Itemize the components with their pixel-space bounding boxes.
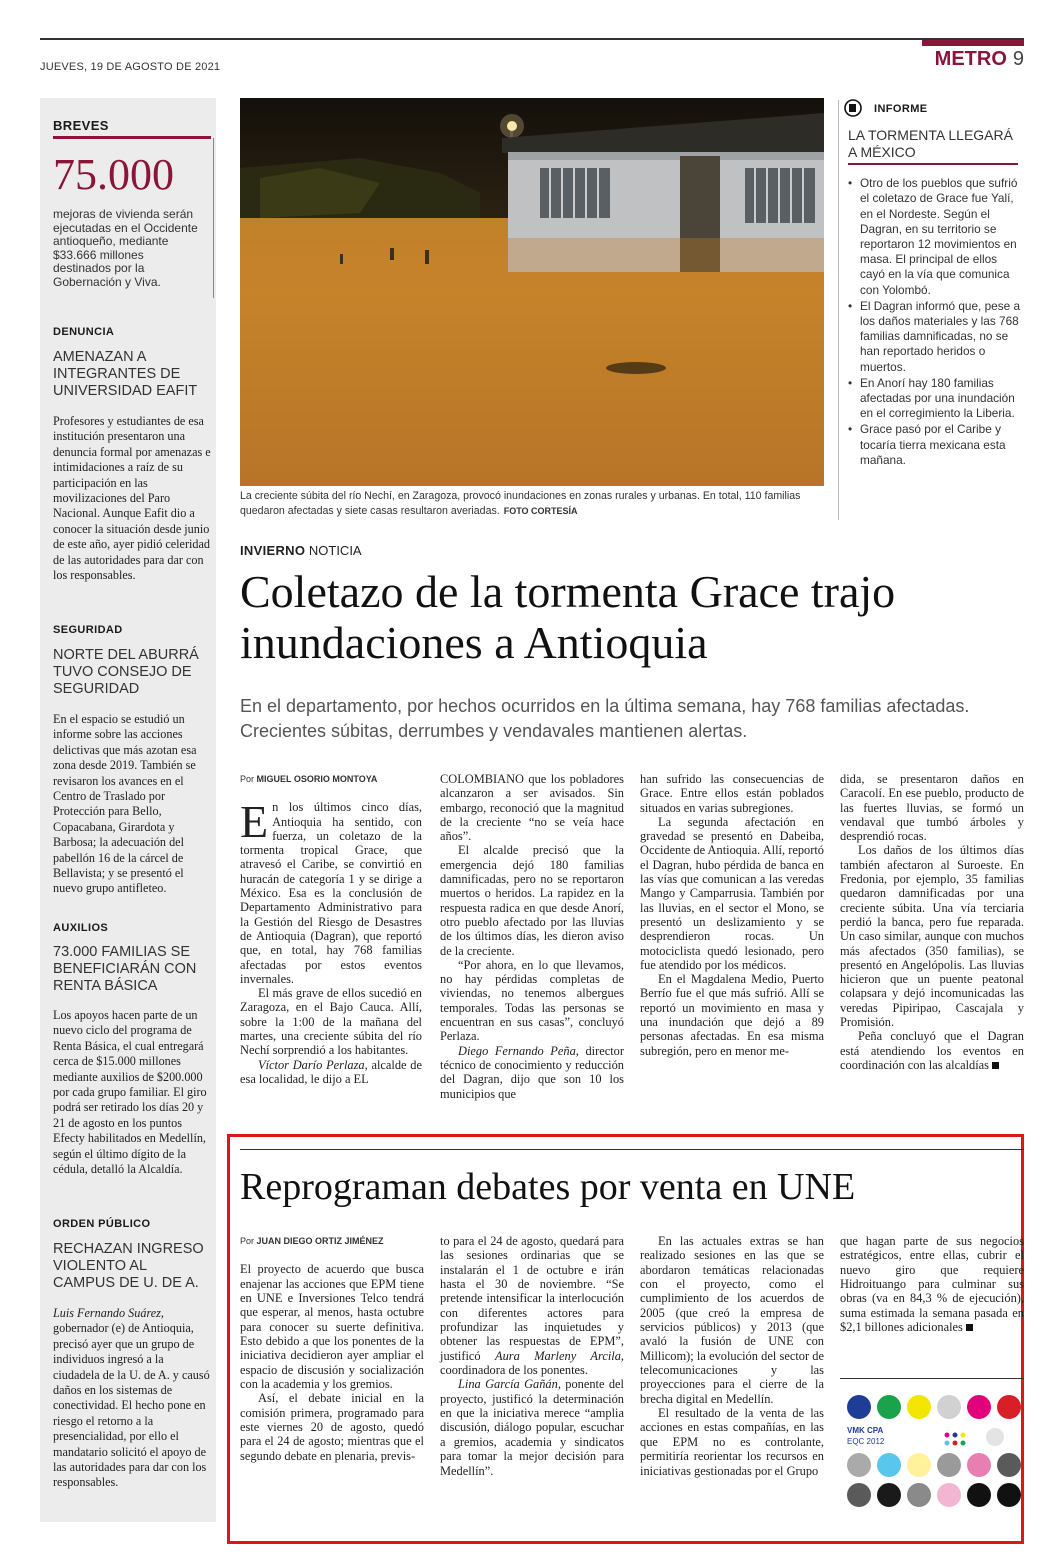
byline-author: JUAN DIEGO ORTIZ JIMÉNEZ [256, 1236, 384, 1246]
article-column-4 [840, 772, 1024, 1072]
end-mark-icon [992, 1062, 999, 1069]
article-kicker [240, 543, 362, 558]
article-column-1 [240, 772, 422, 1086]
article-paragraph: COLOMBIANO que los pobladores alcanzaron a ser avisados. Sin embargo, reconoció que la magnitud de la creciente “no se veía hace años”. [440, 772, 624, 844]
denuncia-text: Profesores y estudiantes de esa institución presentaron una denuncia formal por amenazas e intimidaciones a raíz de su participación en las movilizaciones del Paro Nacional. Aunque Eafit dio a conocer la situación desde junio de este año, ayer pidió celeridad de las autoridades para dar con los responsables. [53, 414, 211, 583]
section-label: METRO [934, 48, 1007, 70]
article2-headline: Reprograman debates por venta en UNE [240, 1166, 856, 1208]
section-bar [922, 40, 1024, 46]
article-column-3 [640, 772, 824, 1058]
byline-prefix: Por [240, 774, 255, 784]
informe-rule [838, 100, 839, 520]
article-column-2 [440, 772, 624, 1101]
paragraph-text: ponente del proyecto, justificó la determinación en que la iniciativa merece “amplia discusión, diálogo popular, escuchar a gremios, academia y sindicatos para tomar la mejor decisión para Medellín”. [440, 1377, 625, 1478]
kicker-type: NOTICIA [308, 543, 362, 558]
seguridad-category: SEGURIDAD [53, 624, 123, 636]
photo-caption [240, 489, 825, 518]
drop-cap: E [240, 796, 269, 848]
article2-column-2 [440, 1234, 624, 1478]
informe-bullet: • Grace pasó por el Caribe y tocaría tierra mexicana esta mañana. [848, 422, 1024, 468]
color-calibration-bar [845, 1395, 1023, 1521]
person-name: Diego Fernando Peña [458, 1043, 576, 1058]
article-paragraph [240, 1058, 422, 1087]
breves-sidebar [40, 98, 216, 1522]
article-paragraph [440, 1377, 624, 1477]
article-paragraph: han sufrido las consecuencias de Grace. Entre ellos están poblados situados en varias subregiones. [640, 772, 824, 815]
informe-bullet: • El Dagran informó que, pese a los daños materiales y las 768 familias damnificadas, no se han reportado heridos o muertos. [848, 299, 1024, 375]
article-paragraph: El más grave de ellos sucedió en Zaragoza, en el Bajo Cauca. Allí, sobre la 1:00 de la mañana del martes, una creciente súbita del río Nechí sorprendió a los habitantes. [240, 986, 422, 1058]
paragraph-text: to para el 24 de agosto, quedará para las sesiones ordinarias que se instalarán el 1 de octubre e irán hasta el 30 de noviembre. “Se pretende intensificar la interlocución con diferentes actores para profundizar las inquietudes y obtener las respuestas de EPM”, justificó [440, 1234, 624, 1363]
paragraph-text: n los últimos cinco días, Antioquia ha sentido, con fuerza, un coletazo de la tormenta tropical Grace, que atravesó el Caribe, se convirtió en huracán de categoría 1 y se dirige a México. Esa es la conclusión de Departamento Administrativo para la Gestión del Riesgo de Desastres de Antioquia (Dagran), que reportó que, en total, hay 768 familias afectadas por estos eventos invernales. [240, 800, 422, 986]
article2-column-3 [640, 1234, 824, 1478]
byline-author: MIGUEL OSORIO MONTOYA [256, 774, 378, 784]
article-separator [240, 1149, 1024, 1150]
issue-date: JUEVES, 19 DE AGOSTO DE 2021 [40, 61, 221, 73]
photo-credit: FOTO CORTESÍA [503, 505, 578, 516]
article-byline [240, 772, 422, 786]
informe-list [848, 176, 1024, 468]
article-paragraph: En el Magdalena Medio, Puerto Berrío fue el que más sufrió. Allí se reportó un movimiento en masa y una inundación que dejó a 89 personas afectadas. En esa misma subregión, pero en menor me- [640, 972, 824, 1058]
byline-prefix: Por [240, 1236, 255, 1246]
article2-column-1 [240, 1234, 424, 1463]
article-paragraph [840, 1234, 1024, 1334]
informe-label: INFORME [874, 103, 928, 115]
informe-bullet: • Otro de los pueblos que sufrió el coletazo de Grace fue Yalí, en el Nordeste. Según el Dagran, en su territorio se reportaron 12 movimientos en masa. El principal de ellos cayó en la vía que comunica con Yolombó. [848, 176, 1024, 298]
informe-box [848, 100, 1024, 469]
denuncia-category: DENUNCIA [53, 326, 115, 338]
top-rule [40, 38, 1024, 40]
article-paragraph [440, 1044, 624, 1101]
orden-publico-category: ORDEN PÚBLICO [53, 1218, 151, 1230]
seguridad-title: NORTE DEL ABURRÁ TUVO CONSEJO DE SEGURIDAD [53, 647, 199, 697]
paragraph-text: , director técnico de conocimiento y reducción del Dagran, dijo que son 10 los municipios que [440, 1043, 624, 1101]
auxilios-text: Los apoyos hacen parte de un nuevo ciclo del programa de Renta Básica, el cual entregará cerca de $15.000 millones mediante auxilios de $200.000 por cada grupo familiar. El giro podrá ser retirado los días 20 y 21 de agosto en los puntos Efecty habilitados en Medellín, según el último dígito de la cédula, detalló la Alcaldía. [53, 1008, 207, 1177]
orden-publico-title: RECHAZAN INGRESO VIOLENTO AL CAMPUS DE U. DE A. [53, 1241, 204, 1291]
kicker-section: INVIERNO [240, 543, 306, 558]
article-paragraph [440, 1234, 624, 1377]
paragraph-text: , alcalde de esa localidad, le dijo a EL [240, 1057, 422, 1086]
paragraph-text: que hagan parte de sus negocios estratégicos, entre ellas, cubrir el nuevo giro que requiere Hidroituango para culminar sus obras (va en 84,3 % de ejecución), suma estimada la semana pasada en $2,1 billones adicionales [840, 1234, 1024, 1335]
article-paragraph: El resultado de la venta de las acciones en estas compañías, en las que EPM no es controlante, permitiría reorientar los recursos en iniciativas gestionadas por el Grupo [640, 1406, 824, 1478]
article-paragraph: Así, el debate inicial en la comisión primera, programado para este viernes 20 de agosto, quedó para el 24 de agosto; mientras que el segundo debate en plenaria, previs- [240, 1391, 424, 1463]
big-number-text: mejoras de vivienda serán ejecutadas en el Occidente antioqueño, mediante $33.666 millones destinados por la Gobernación y Viva. [53, 207, 198, 289]
paragraph-text: Peña concluyó que el Dagran está atendiendo los eventos en coordinación con las alcaldías [840, 1029, 1024, 1072]
article-paragraph: El alcalde precisó que la emergencia dejó 180 familias damnificadas, pero no se reportaron muertos o heridos. La rapidez en la respuesta radica en que desde Anorí, otro pueblo afectado por las lluvias de los últimos días, les dieron aviso de la creciente. [440, 843, 624, 958]
person-name: Aura Marleny Arcila, [495, 1348, 624, 1363]
denuncia-title: AMENAZAN A INTEGRANTES DE UNIVERSIDAD EAFIT [53, 349, 198, 399]
seguridad-text: En el espacio se estudió un informe sobre las acciones delictivas que más azotan esa zona desde 2019. También se revisaron los avances en el Centro de Traslado por Protección para Bello, Copacabana, Girardota y Barbosa; la adecuación del pabellón 16 de la cárcel de Bellavista; y se presentó el nuevo grupo antifleteo. [53, 712, 197, 896]
article2-byline [240, 1234, 424, 1248]
orden-publico-text [53, 1306, 211, 1491]
auxilios-title: 73.000 FAMILIAS SE BENEFICIARÁN CON RENTA BÁSICA [53, 944, 197, 994]
page-number: 9 [1012, 48, 1024, 70]
article-paragraph: Los daños de los últimos días también afectaron al Suroeste. En Fredonia, por ejemplo, 35 familias quedaron damnificadas por una creciente súbita. Una vía terciaria perdió la banca, pero fue reparada. Un caso similar, aunque con muchos más afectados (350 familias), se presentó en Angelópolis. Las lluvias hicieron que un puente peatonal colapsara y dejó incomunicadas las veredas Pipiripao, Cascajala y Promisión. [840, 843, 1024, 1030]
article-lead: En el departamento, por hechos ocurridos en la última semana, hay 768 familias afectadas. Crecientes súbitas, derrumbes y vendavales mantienen alertas. [240, 696, 970, 741]
paragraph-text: coordinadora de los ponentes. [440, 1363, 588, 1378]
article-paragraph: El proyecto de acuerdo que busca enajenar las acciones que EPM tiene en UNE e Inversiones Telco tendrá que esperar, al menos, hasta octubre para conocer su suerte definitiva. Esto debido a que los ponentes de la iniciativa decidieron ayer ampliar el espacio de discusión y socialización con la academia y los gremios. [240, 1262, 424, 1392]
governor-name: Luis Fernando Suárez, [53, 1306, 164, 1320]
informe-icon [844, 99, 862, 117]
informe-title: LA TORMENTA LLEGARÁ A MÉXICO [848, 127, 1018, 165]
informe-header [848, 100, 1024, 120]
flood-photo [240, 98, 824, 486]
article-paragraph [240, 796, 422, 986]
caption-text: La creciente súbita del río Nechí, en Zaragoza, provocó inundaciones en zonas rurales y urbanas. En total, 110 familias quedaron afectadas y siete casas resultaron averiadas. [240, 490, 801, 517]
article-paragraph: La segunda afectación en gravedad se presentó en Dabeiba, Occidente de Antioquia. Allí, reportó el Dagran, hubo pérdida de banca en las vías que comunican a las veredas Mango y Camparrusia. También por las lluvias, en el sector el Mono, se presentó un deslizamiento y se desprendieron rocas. Un motociclista quedó lesionado, pero fue atendido por los médicos. [640, 814, 824, 972]
breves-heading: BREVES [53, 118, 211, 139]
article-paragraph: dida, se presentaron daños en Caracolí. En ese pueblo, producto de las fuertes lluvias, se formó un vendaval que tumbó árboles y desprendió rocas. [840, 772, 1024, 844]
sidebar-rule [213, 138, 214, 298]
colorbar-label-2: EQC 2012 [847, 1437, 885, 1446]
person-name: Lina García Gañán, [458, 1377, 561, 1392]
article-headline: Coletazo de la tormenta Grace trajo inundaciones a Antioquia [240, 566, 896, 668]
article-paragraph: “Por ahora, en lo que llevamos, no hay pérdidas completas de viviendas, no tenemos albergues temporales. Todas las personas se encuentran en sus casas”, concluyó Perlaza. [440, 957, 624, 1044]
article-paragraph [840, 1029, 1024, 1072]
informe-bullet: • En Anorí hay 180 familias afectadas por una inundación en el corregimiento la Liberia. [848, 376, 1024, 422]
person-name: Víctor Darío Perlaza [258, 1057, 365, 1072]
big-number: 75.000 [53, 150, 174, 199]
article-paragraph: En las actuales extras se han realizado sesiones en las que se abordaron temáticas relacionadas con el proyecto, como el cumplimiento de los acuerdos de 2005 (que creó la empresa de servicios públicos) y 2013 (que avaló la fusión de UNE con Millicom); la evolución del sector de telecomunicaciones y las proyecciones para el cierre de la brecha digital en Medellín. [640, 1234, 824, 1406]
end-mark-icon [966, 1324, 973, 1331]
section-name [935, 48, 1024, 71]
auxilios-category: AUXILIOS [53, 922, 109, 934]
colorbar-rule [840, 1378, 1024, 1379]
orden-publico-body: gobernador (e) de Antioquia, precisó ayer que un grupo de individuos ingresó a la ciudadela de la U. de A. y causó daños en los sistemas de conectividad. El hecho pone en riesgo el retorno a la presencialidad, por ello el mandatario solicitó el apoyo de las autoridades para dar con los responsables. [53, 1321, 210, 1490]
colorbar-label-1: VMK CPA [847, 1426, 884, 1435]
article2-column-4 [840, 1234, 1024, 1334]
